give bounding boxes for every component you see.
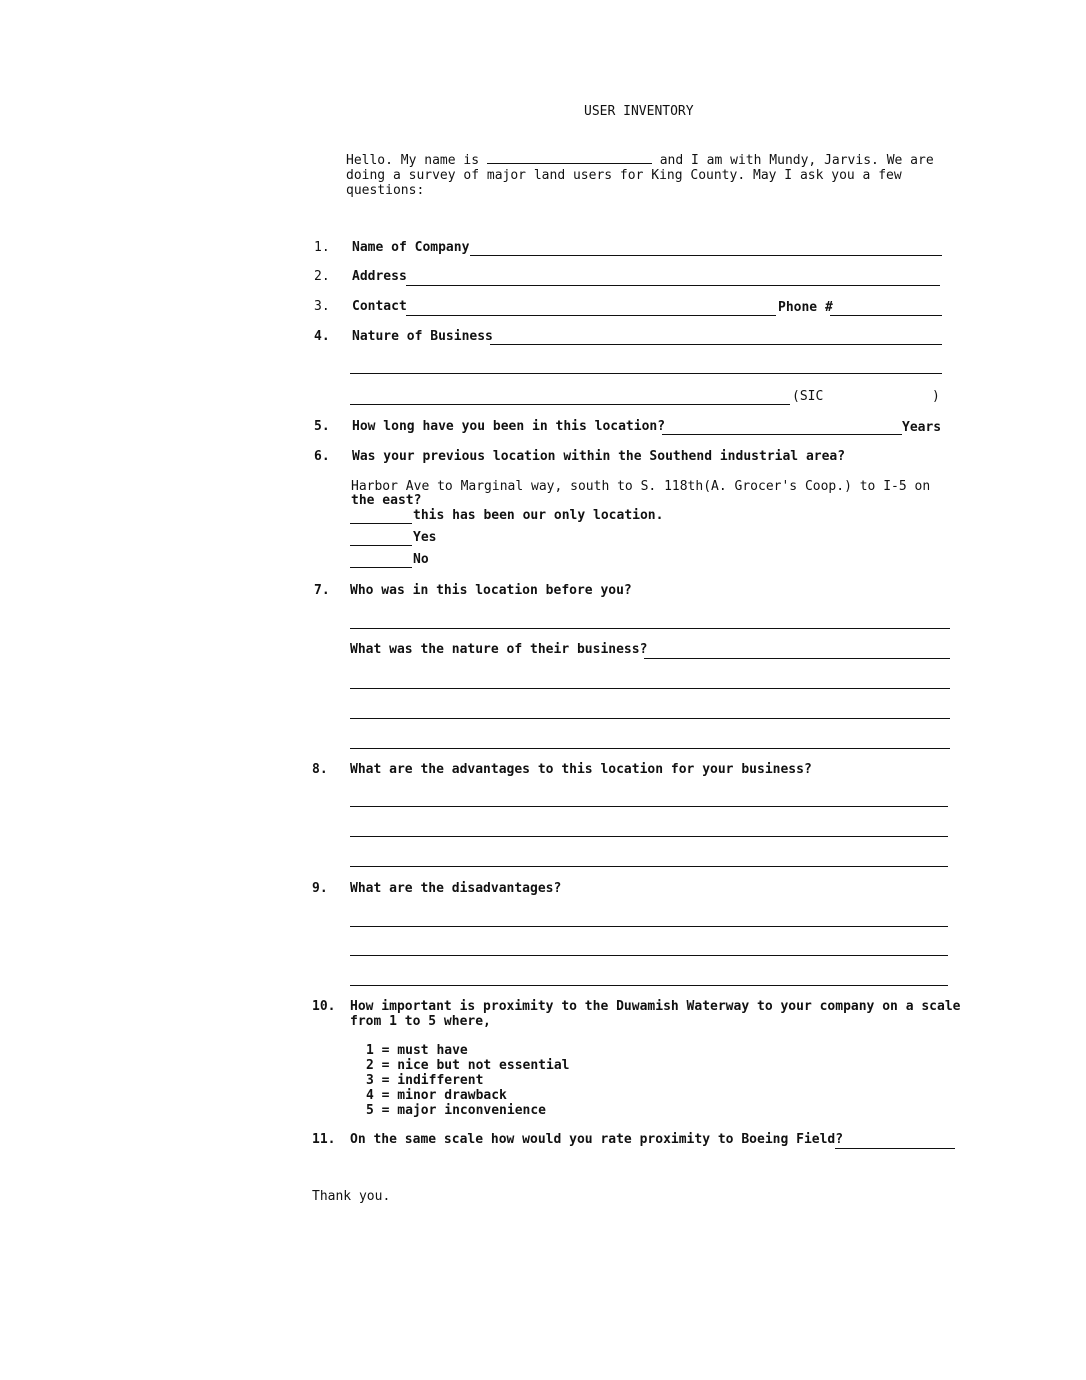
intro-paragraph (346, 151, 942, 198)
q2-label: Address (352, 269, 407, 284)
only-location-option: this has been our only location. (413, 508, 664, 523)
business-nature-blank-1[interactable] (490, 344, 942, 345)
phone-label: Phone # (778, 300, 833, 315)
previous-business-blank-3[interactable] (350, 718, 950, 719)
page-title: USER INVENTORY (584, 104, 694, 119)
years-unit: Years (902, 420, 942, 435)
boeing-rating-blank[interactable] (835, 1148, 955, 1149)
disadvantages-blank-2[interactable] (350, 955, 948, 956)
scale-item: 3 = indifferent (366, 1073, 484, 1088)
previous-business-blank-1[interactable] (644, 658, 950, 659)
q3-label: Contact (352, 299, 407, 314)
scale-item: 1 = must have (366, 1043, 468, 1058)
q8-number: 8. (312, 762, 328, 777)
q1-label: Name of Company (352, 240, 470, 255)
q10-label-line1: How important is proximity to the Duwamish Waterway to your company on a scale (350, 999, 961, 1014)
q6-description-line1: Harbor Ave to Marginal way, south to S. 118th(A. Grocer's Coop.) to I-5 on (351, 479, 931, 494)
q6-description-line2: the east? (351, 493, 422, 508)
q9-label: What are the disadvantages? (350, 881, 562, 896)
q9-number: 9. (312, 881, 328, 896)
address-blank[interactable] (406, 285, 940, 286)
business-nature-blank-3[interactable] (350, 404, 790, 405)
sic-close: ) (932, 389, 940, 404)
advantages-blank-2[interactable] (350, 836, 948, 837)
q6-label: Was your previous location within the Southend industrial area? (352, 449, 846, 464)
q7-number: 7. (314, 583, 330, 598)
yes-option: Yes (413, 530, 437, 545)
sic-open: (SIC (792, 389, 824, 404)
q4-number: 4. (314, 329, 330, 344)
disadvantages-blank-3[interactable] (350, 985, 948, 986)
q1-number: 1. (314, 240, 330, 255)
previous-business-blank-4[interactable] (350, 748, 950, 749)
q5-label: How long have you been in this location? (352, 419, 666, 434)
q5-number: 5. (314, 419, 330, 434)
scale-item: 4 = minor drawback (366, 1088, 507, 1103)
q8-label: What are the advantages to this location for your business? (350, 762, 812, 777)
disadvantages-blank-1[interactable] (350, 926, 948, 927)
intro-text-start: Hello. My name is (346, 153, 480, 168)
q2-number: 2. (314, 269, 330, 284)
scale-item: 5 = major inconvenience (366, 1103, 547, 1118)
previous-occupant-blank[interactable] (350, 628, 950, 629)
intro-text-rest: and I am with Mundy, Jarvis. We are doing a survey of major land users for King County. May I ask you a few questions: (346, 153, 934, 198)
q4-label: Nature of Business (352, 329, 493, 344)
no-blank[interactable] (350, 567, 412, 568)
closing-text: Thank you. (312, 1189, 391, 1204)
phone-blank[interactable] (830, 315, 942, 316)
q10-label-line2: from 1 to 5 where, (350, 1014, 491, 1029)
contact-blank[interactable] (406, 315, 776, 316)
no-option: No (413, 552, 429, 567)
previous-business-blank-2[interactable] (350, 688, 950, 689)
q3-number: 3. (314, 299, 330, 314)
q11-label: On the same scale how would you rate proximity to Boeing Field? (350, 1132, 844, 1147)
q10-number: 10. (312, 999, 336, 1014)
q7-sub-label: What was the nature of their business? (350, 642, 648, 657)
years-blank[interactable] (662, 434, 902, 435)
q11-number: 11. (312, 1132, 336, 1147)
yes-blank[interactable] (350, 545, 412, 546)
interviewer-name-blank[interactable] (487, 151, 652, 164)
q6-number: 6. (314, 449, 330, 464)
scale-item: 2 = nice but not essential (366, 1058, 570, 1073)
q7-label: Who was in this location before you? (350, 583, 632, 598)
only-location-blank[interactable] (350, 523, 412, 524)
advantages-blank-1[interactable] (350, 806, 948, 807)
business-nature-blank-2[interactable] (350, 373, 942, 374)
advantages-blank-3[interactable] (350, 866, 948, 867)
company-name-blank[interactable] (470, 255, 942, 256)
